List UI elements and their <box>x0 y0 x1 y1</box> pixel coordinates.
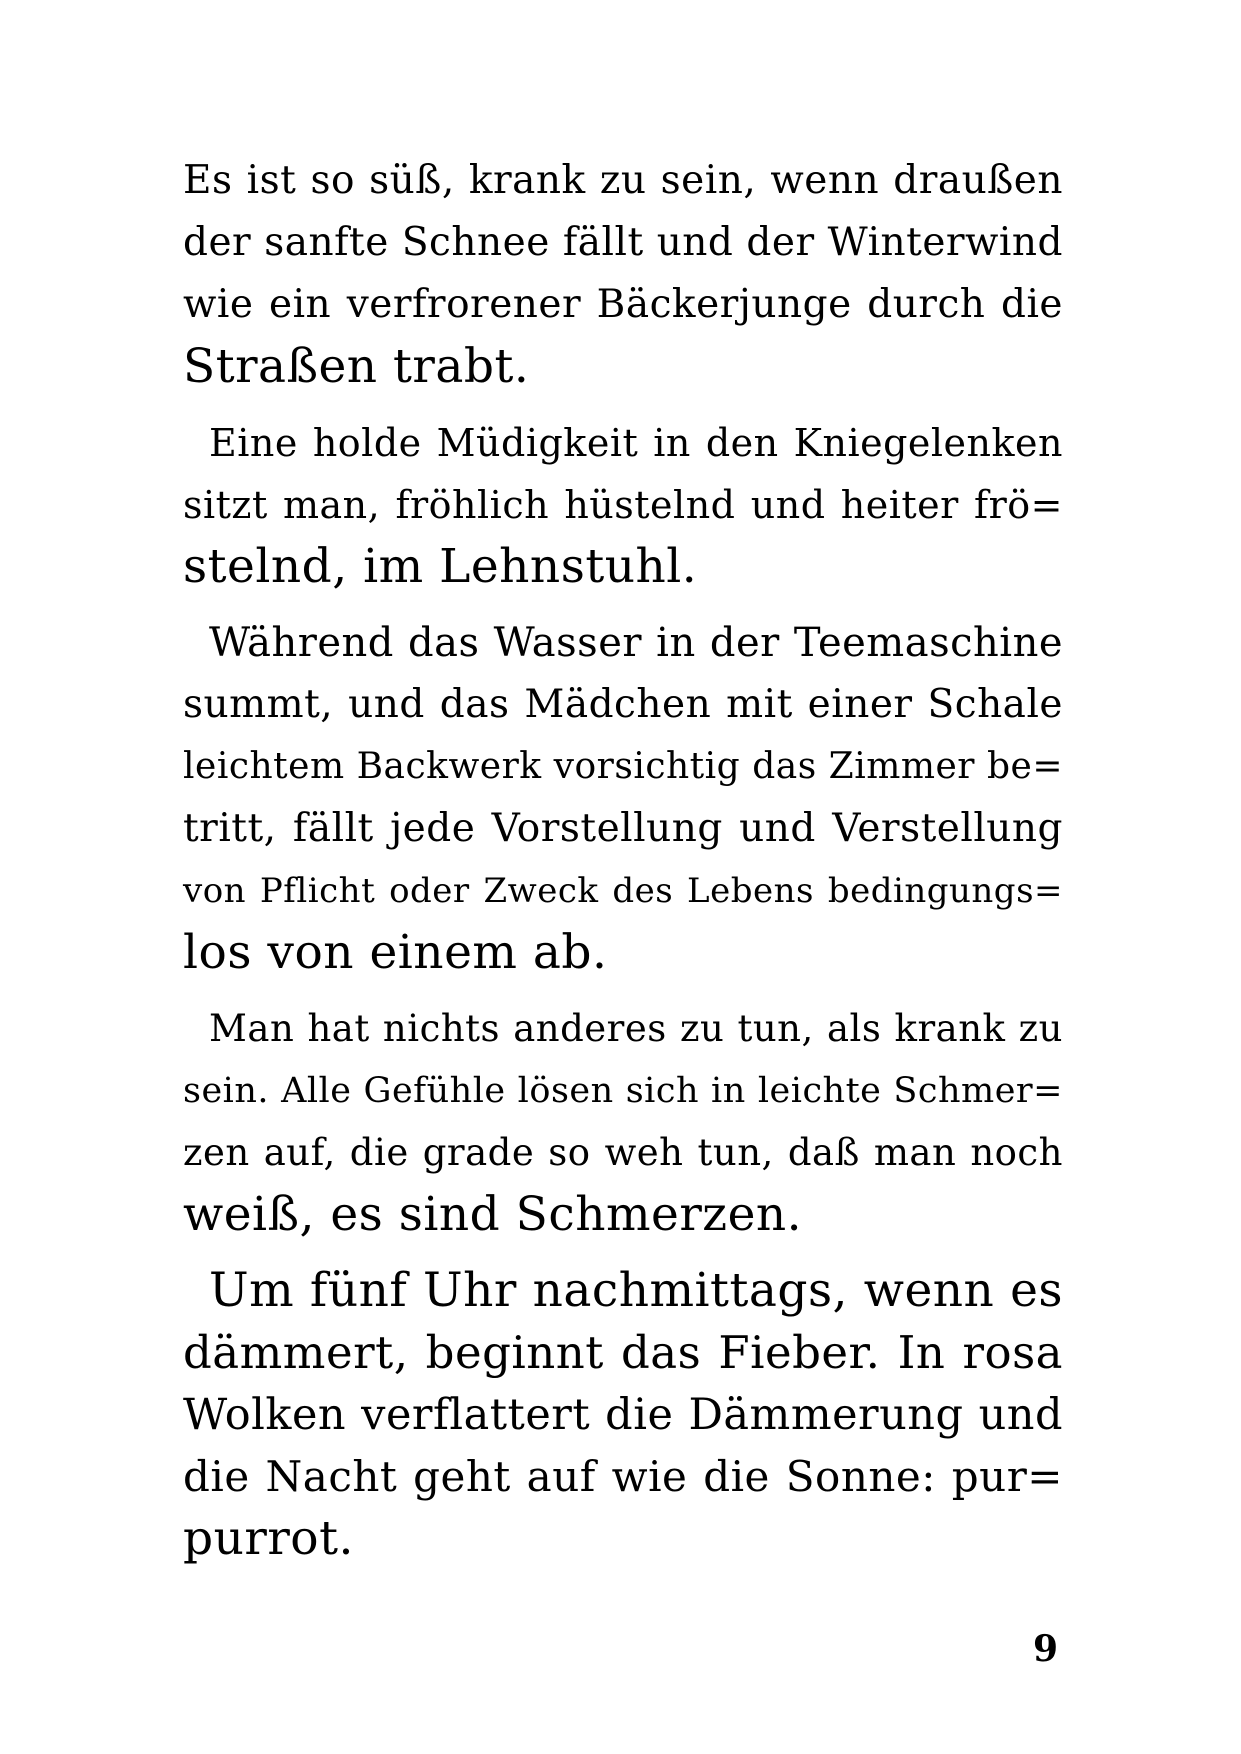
paragraph <box>183 150 1063 398</box>
text-line: sitzt man, fröhlich hüstelnd und heiter frö= <box>183 483 1063 527</box>
text-line: weiß, es sind Schmerzen. <box>183 1187 803 1242</box>
text-line: Eine holde Müdigkeit in den Kniegelenken <box>209 421 1063 465</box>
page-number: 9 <box>1032 1628 1058 1670</box>
paragraph <box>183 1260 1063 1570</box>
text-line: Straßen trabt. <box>183 339 530 394</box>
body-text <box>183 150 1063 1584</box>
text-line: die Nacht geht auf wie die Sonne: pur= <box>183 1452 1063 1501</box>
paragraph <box>183 412 1063 598</box>
text-line: summt, und das Mädchen mit einer Schale <box>183 682 1063 727</box>
text-line: sein. Alle Gefühle lösen sich in leichte Schmer= <box>183 1071 1063 1111</box>
text-line: dämmert, beginnt das Fieber. In rosa <box>183 1326 1063 1379</box>
text-line: Man hat nichts anderes zu tun, als krank zu <box>209 1007 1063 1050</box>
text-line: Wolken verflattert die Dämmerung und <box>183 1390 1063 1440</box>
text-line: Während das Wasser in der Teemaschine <box>209 620 1063 666</box>
text-line: purrot. <box>183 1511 354 1566</box>
text-line: stelnd, im Lehnstuhl. <box>183 539 698 594</box>
text-line: leichtem Backwerk vorsichtig das Zimmer be= <box>183 746 1063 787</box>
text-line: los von einem ab. <box>183 925 608 980</box>
paragraph <box>183 998 1063 1246</box>
text-line: Um fünf Uhr nachmittags, wenn es <box>209 1263 1063 1318</box>
text-line: der sanfte Schnee fällt und der Winterwind <box>183 220 1063 265</box>
text-line: tritt, fällt jede Vorstellung und Verstellung <box>183 806 1063 851</box>
text-line: wie ein verfrorener Bäckerjunge durch die <box>183 282 1063 327</box>
text-line: zen auf, die grade so weh tun, daß man noch <box>183 1131 1063 1174</box>
text-line: Es ist so süß, krank zu sein, wenn draußen <box>183 158 1063 203</box>
text-line: von Pflicht oder Zweck des Lebens bedingungs= <box>183 871 1063 911</box>
paragraph <box>183 612 1063 984</box>
